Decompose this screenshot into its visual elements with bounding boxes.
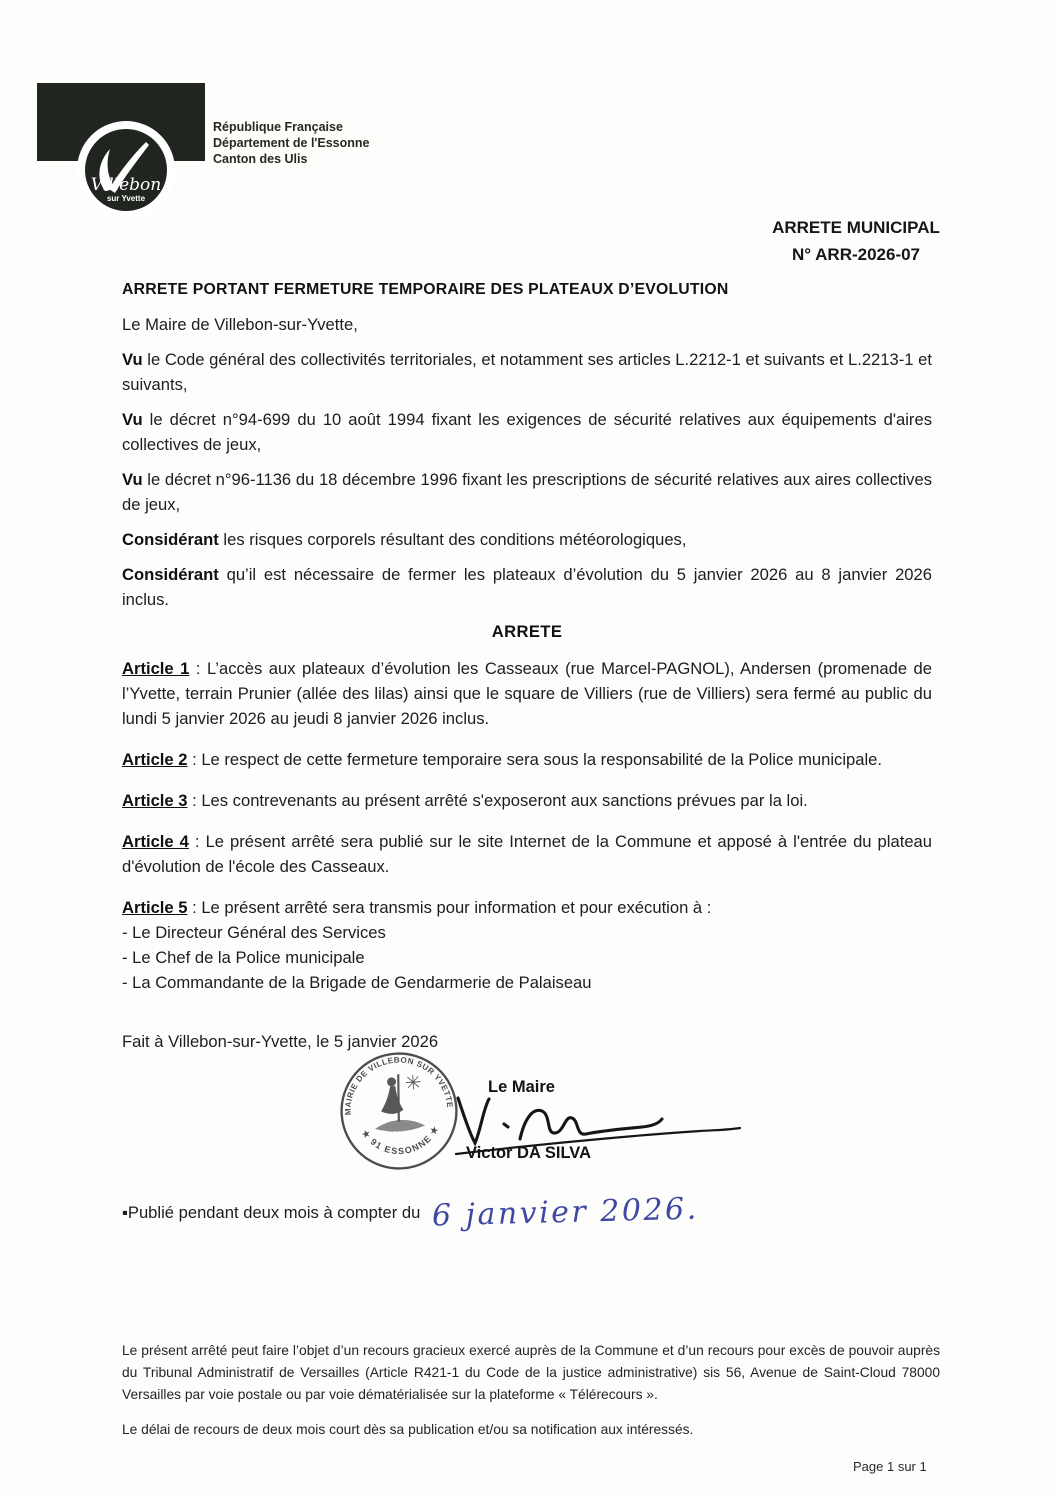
- legal-footer: [122, 1340, 940, 1454]
- recital-text: le décret n°94-699 du 10 août 1994 fixant les exigences de sécurité relatives aux équipements d'aires collectives de jeux,: [122, 410, 932, 454]
- recital-text: le décret n°96-1136 du 18 décembre 1996 fixant les prescriptions de sécurité relatives aux aires collectives de jeux,: [122, 470, 932, 514]
- logo-name: Villebon: [90, 175, 162, 195]
- recital-vu-1: [122, 347, 932, 397]
- admin-line-republique: République Française: [213, 120, 343, 134]
- recital-text: le Code général des collectivités territoriales, et notamment ses articles L.2212-1 et suivants et L.2213-1 et suivants,: [122, 350, 932, 394]
- arrete-heading: ARRETE: [491, 622, 563, 641]
- seal-top-text: MAIRIE DE VILLEBON SUR YVETTE: [343, 1055, 455, 1116]
- logo-circle: [85, 129, 167, 211]
- article-label: Article 2: [122, 750, 188, 769]
- distribution-item-dgs: - Le Directeur Général des Services: [122, 923, 386, 942]
- intro-line: Le Maire de Villebon-sur-Yvette,: [122, 315, 358, 334]
- seal-emblem: [371, 1073, 425, 1137]
- admin-line-canton: Canton des Ulis: [213, 152, 308, 166]
- doc-number: N° ARR-2026-07: [791, 245, 921, 264]
- article-text: : Les contrevenants au présent arrêté s'exposeront aux sanctions prévues par la loi.: [187, 791, 808, 810]
- page-number: Page 1 sur 1: [853, 1459, 927, 1474]
- footer-delai-paragraph: Le délai de recours de deux mois court dès sa publication et/ou sa notification aux intéressés.: [122, 1422, 694, 1437]
- signer-title: Le Maire: [488, 1078, 555, 1096]
- article-label: Article 5: [122, 898, 188, 917]
- article-label: Article 3: [122, 791, 188, 810]
- mairie-seal-stamp: [334, 1046, 464, 1176]
- distribution-item-gendarmerie: - La Commandante de la Brigade de Gendarmerie de Palaiseau: [122, 973, 592, 992]
- recital-considerant-1: [122, 527, 932, 552]
- decree-title: ARRETE PORTANT FERMETURE TEMPORAIRE DES PLATEAUX D’EVOLUTION: [122, 281, 729, 298]
- signature-block: [122, 1055, 932, 1198]
- article-text: : Le présent arrêté sera transmis pour information et pour exécution à :: [187, 898, 712, 917]
- article-text: : Le présent arrêté sera publié sur le site Internet de la Commune et apposé à l'entrée du plateau d'évolution de l'école des Casseaux.: [122, 832, 933, 876]
- article-1: [122, 656, 932, 731]
- recital-lead: Considérant: [122, 565, 219, 584]
- signer-name: Victor DA SILVA: [466, 1144, 591, 1162]
- recital-vu-3: [122, 467, 932, 517]
- recital-lead: Vu: [122, 410, 143, 429]
- seal-center-text: REPUBLIQUE FRANCAISE: [378, 1128, 423, 1136]
- publication-prefix: ▪Publié pendant deux mois à compter du: [122, 1203, 421, 1222]
- article-4: [122, 829, 932, 879]
- republic-header: [213, 119, 370, 167]
- document-heading: [750, 214, 962, 268]
- place-and-date: Fait à Villebon-sur-Yvette, le 5 janvier 2026: [122, 1032, 439, 1051]
- decree-body: [122, 281, 933, 1234]
- recital-lead: Vu: [122, 470, 143, 489]
- seal-bottom-text: ★ 91 ESSONNE ★: [359, 1123, 441, 1157]
- recital-lead: Vu: [122, 350, 143, 369]
- recital-considerant-2: [122, 562, 932, 612]
- villebon-logo: [77, 121, 175, 219]
- article-3: [122, 788, 932, 813]
- distribution-item-police: - Le Chef de la Police municipale: [122, 948, 365, 967]
- recital-lead: Considérant: [122, 530, 219, 549]
- article-text: : Le respect de cette fermeture temporaire sera sous la responsabilité de la Police municipale.: [187, 750, 883, 769]
- article-2: [122, 747, 932, 772]
- recital-vu-2: [122, 407, 932, 457]
- recital-text: qu’il est nécessaire de fermer les plateaux d’évolution du 5 janvier 2026 au 8 janvier 2026 inclus.: [122, 565, 932, 609]
- article-label: Article 4: [122, 832, 189, 851]
- publication-note: [122, 1191, 932, 1234]
- article-5: [122, 895, 932, 920]
- article-label: Article 1: [122, 659, 190, 678]
- logo-subname: sur Yvette: [106, 194, 146, 203]
- footer-recours-paragraph: Le présent arrêté peut faire l’objet d’un recours gracieux exercé auprès de la Commune et d’un recours pour excès de pouvoir auprès du Tribunal Administratif de Versailles (Article R421-1 du Code de la justice administrative) sis 56, Avenue de Saint-Cloud 78000 Versailles par voie postale ou par voie dématérialisée sur la plateforme « Télérecours ».: [122, 1343, 940, 1402]
- doc-type: ARRETE MUNICIPAL: [772, 218, 940, 237]
- handwritten-date: 6 janvier 2026.: [431, 1191, 700, 1234]
- article-text: : L’accès aux plateaux d’évolution les Casseaux (rue Marcel-PAGNOL), Andersen (promenade de l’Yvette, terrain Prunier (allée des lilas) ainsi que le square de Villiers (rue de Villiers) sera fermé au public du lundi 5 janvier 2026 au jeudi 8 janvier 2026 inclus.: [122, 659, 932, 728]
- recital-text: les risques corporels résultant des conditions météorologiques,: [218, 530, 687, 549]
- admin-line-departement: Département de l'Essonne: [213, 136, 370, 150]
